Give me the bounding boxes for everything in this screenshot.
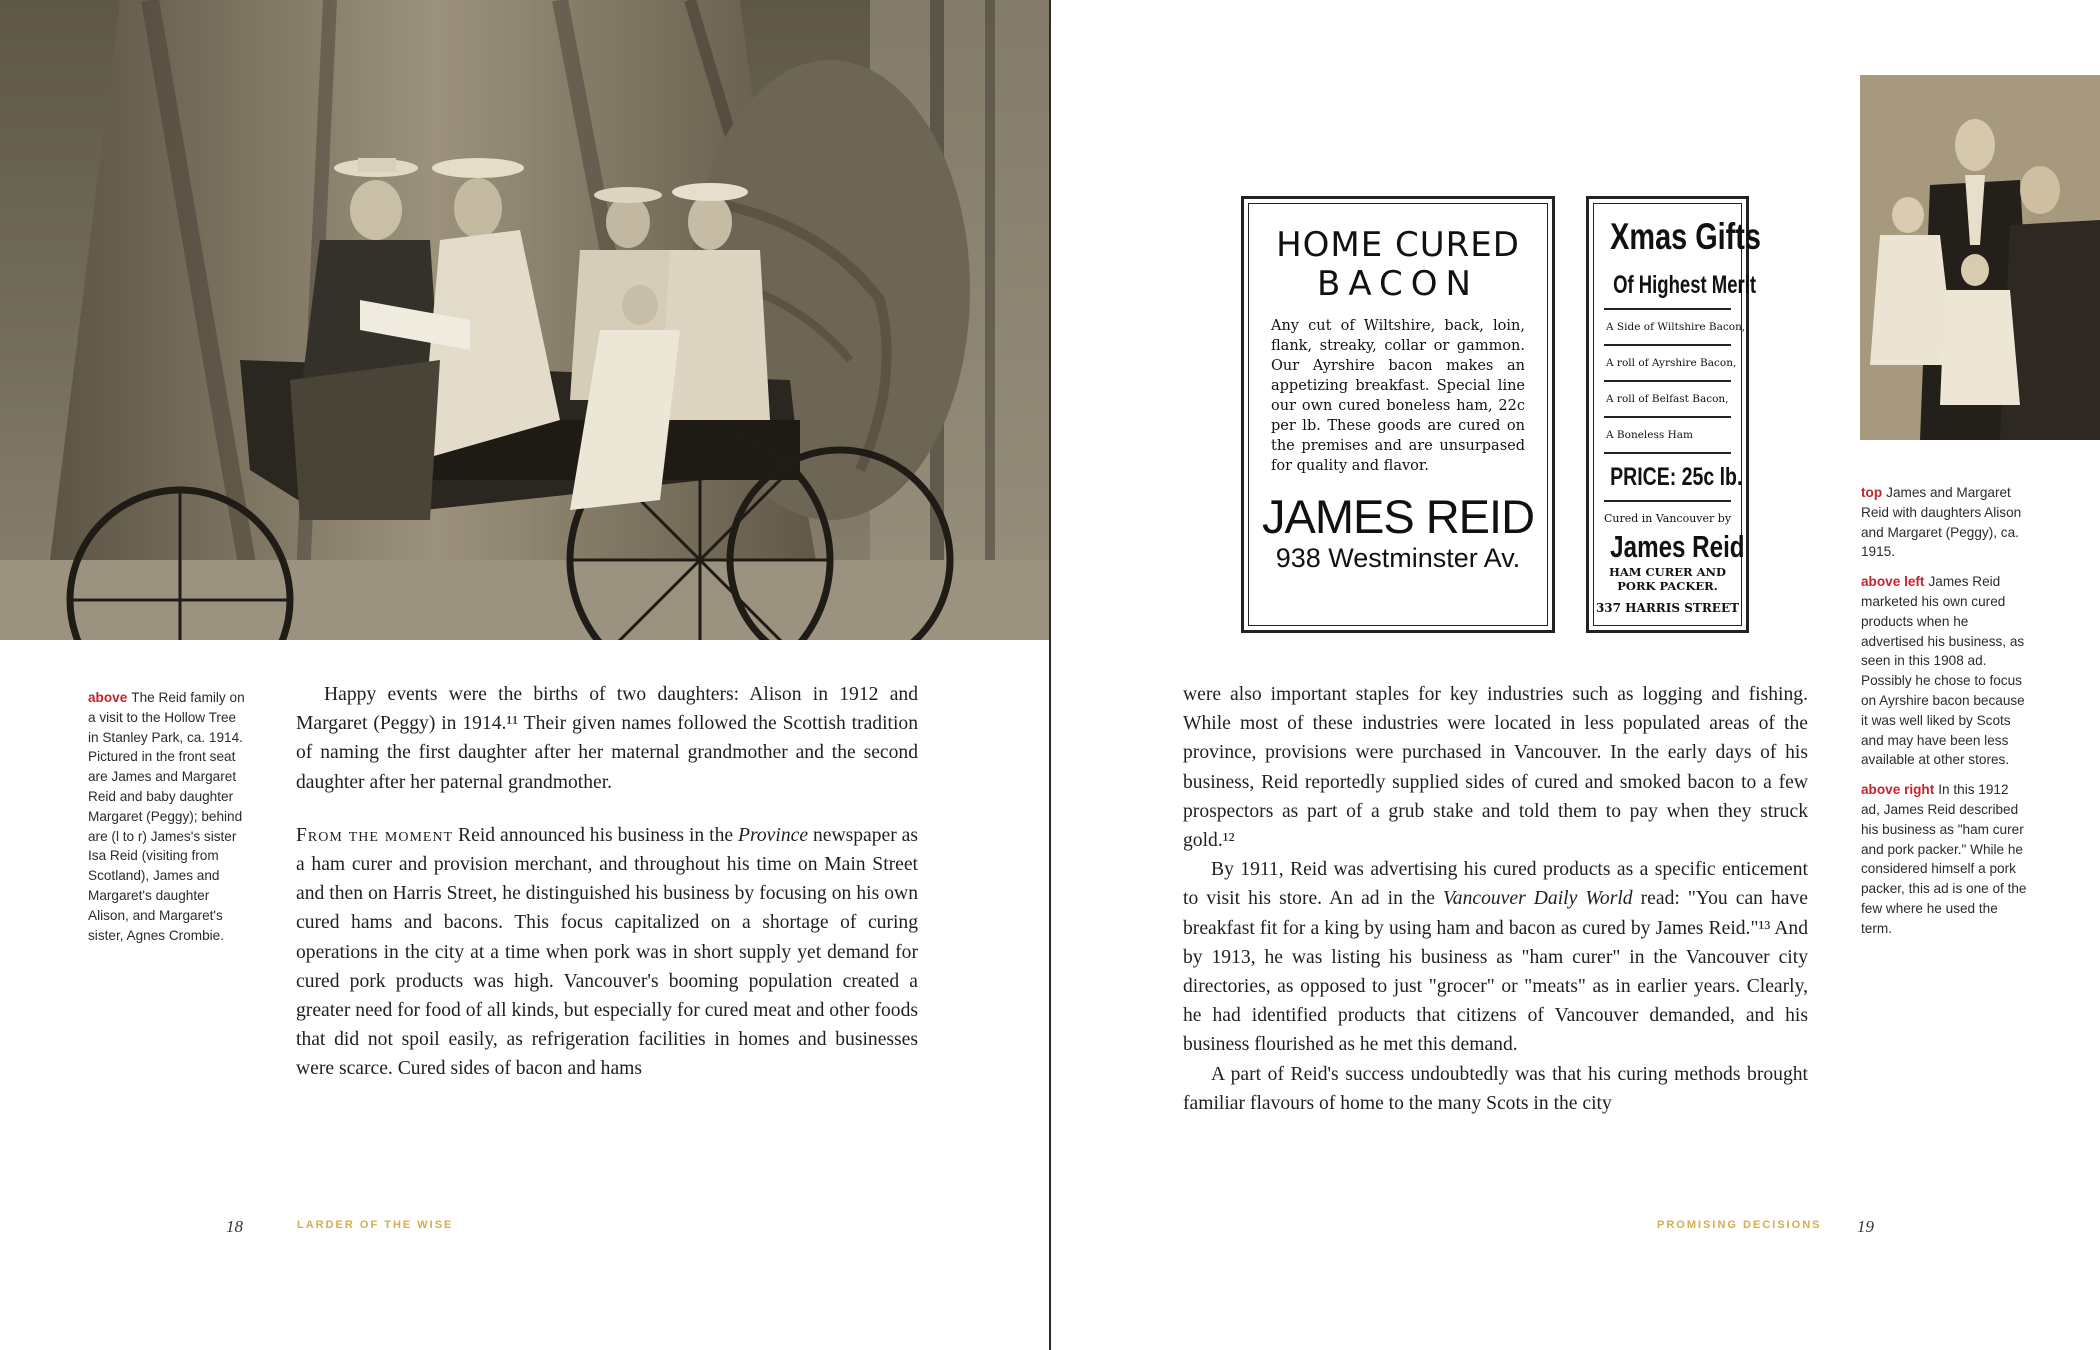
body-text-left <box>296 680 918 1084</box>
caption-lead: above <box>88 690 128 705</box>
xmas-gifts-ad-1912 <box>1586 196 1761 633</box>
paragraph: were also important staples for key industries such as logging and fishing. While most of these industries were located in less populated areas of the province, provisions were purchased in Vancouver. In the early days of his business, Reid reportedly supplied sides of cured and smoked bacon to a few prospectors as part of a grub stake and told them to pay when they struck gold.¹² <box>1183 684 1808 852</box>
ad-rule <box>1604 500 1731 502</box>
body-text-right <box>1183 680 1808 1118</box>
right-page <box>1051 0 2100 1350</box>
ad-cured-line: Cured in Vancouver by <box>1603 512 1732 525</box>
ad-rule <box>1604 344 1731 346</box>
running-head: PROMISING DECISIONS <box>1657 1219 1822 1231</box>
ad-price: PRICE: 25c lb. <box>1610 463 1743 491</box>
paragraph: A part of Reid's success undoubtedly was that his curing methods brought familiar flavours of home to the many Scots in the city <box>1183 1063 1808 1114</box>
family-carriage-photo <box>0 0 1049 640</box>
ad-name: JAMES REID <box>1261 490 1535 543</box>
ad-item: A Boneless Ham <box>1606 429 1693 441</box>
running-head: LARDER OF THE WISE <box>297 1219 454 1231</box>
ad-rule <box>1604 416 1731 418</box>
section-opener: From the moment <box>296 824 454 846</box>
caption-text: The Reid family on a visit to the Hollow Tree in Stanley Park, ca. 1914. Pictured in the front seat are James and Margaret Reid and baby daughter Margaret (Peggy); behind are (l to r) James's sister Isa Reid (visiting from Scotland), James and Margaret's daughter Alison, and Margaret's sister, Agnes Crombie. <box>88 690 245 943</box>
ad-trade: HAM CURER AND PORK PACKER. <box>1609 565 1726 593</box>
paragraph: Happy events were the births of two daughters: Alison in 1912 and Margaret (Peggy) in 1914.¹¹ Their given names followed the Scottish tradition of naming the first daughter after her maternal grandmother and the second daughter after her paternal grandmother. <box>296 684 918 793</box>
ad-rule <box>1604 452 1731 454</box>
publication-title: Province <box>738 824 809 846</box>
sidebar-captions <box>1861 483 2031 949</box>
caption-above-left: above left James Reid marketed his own cured products when he advertised his business, as seen in this 1908 ad. Possibly he chose to focus on Ayrshire bacon because it was well liked by Scots and may have been less available at other stores. <box>1861 574 2025 768</box>
ad-item: A roll of Belfast Bacon, <box>1606 393 1729 405</box>
ad-address: 938 Westminster Av. <box>1275 543 1521 573</box>
ad-address: 337 HARRIS STREET <box>1595 601 1740 615</box>
ad-rule <box>1604 308 1731 310</box>
ad-headline: BACON <box>1317 264 1479 304</box>
paragraph: By 1911, Reid was advertising his cured products as a specific enticement to visit his store. An ad in the Vancouver Daily World read: "You can have breakfast fit for a king by using ham and bacon as cured by James Reid."¹³ And by 1913, he was listing his business as "ham curer" in the Vancouver city directories, as opposed to just "grocer" or "meats" as in earlier years. Clearly, he had identified products that citizens of Vancouver demanded, and his business flourished as he met this demand. <box>1183 859 1808 1056</box>
ad-subhead: Of Highest Merit <box>1613 271 1756 299</box>
caption-above-right: above right In this 1912 ad, James Reid described his business as "ham curer and pork packer." While he considered himself a pork packer, this ad is one of the few where he used the term. <box>1861 782 2027 936</box>
ad-name: James Reid <box>1610 529 1745 564</box>
ad-item: A Side of Wiltshire Bacon, <box>1606 321 1746 333</box>
publication-title: Vancouver Daily World <box>1443 888 1633 910</box>
photo-caption-above <box>88 688 248 945</box>
bacon-ad-1908 <box>1241 196 1555 633</box>
ad-headline: Xmas Gifts <box>1610 216 1761 257</box>
page-number: 19 <box>1857 1217 1874 1236</box>
ad-rule <box>1604 380 1731 382</box>
ad-copy: Any cut of Wiltshire, back, loin, flank, streaky, collar or gammon. Our Ayrshire bacon makes an appetizing breakfast. Special line our own cured boneless ham, 22c per lb. These goods are cured on the premises and are unsurpased for quality and flavor. <box>1271 318 1525 474</box>
left-page <box>0 0 1049 1350</box>
page-number: 18 <box>226 1217 243 1236</box>
ad-item: A roll of Ayrshire Bacon, <box>1606 357 1737 369</box>
caption-top: top James and Margaret Reid with daughters Alison and Margaret (Peggy), ca. 1915. <box>1861 485 2022 560</box>
paragraph: From the moment Reid announced his business in the Province newspaper as a ham curer and provision merchant, and throughout his time on Main Street and then on Harris Street, he distinguished his business by focusing on his own cured hams and bacons. This focus capitalized on a shortage of curing operations in the city at a time when pork was in short supply yet demand for cured pork products was high. Vancouver's booming population created a greater need for food of all kinds, but especially for cured meat and other foods that did not spoil easily, as refrigeration facilities in homes and businesses were scarce. Cured sides of bacon and hams <box>296 824 918 1080</box>
ad-headline: HOME CURED <box>1276 225 1520 265</box>
reid-family-portrait-photo <box>1860 75 2100 440</box>
